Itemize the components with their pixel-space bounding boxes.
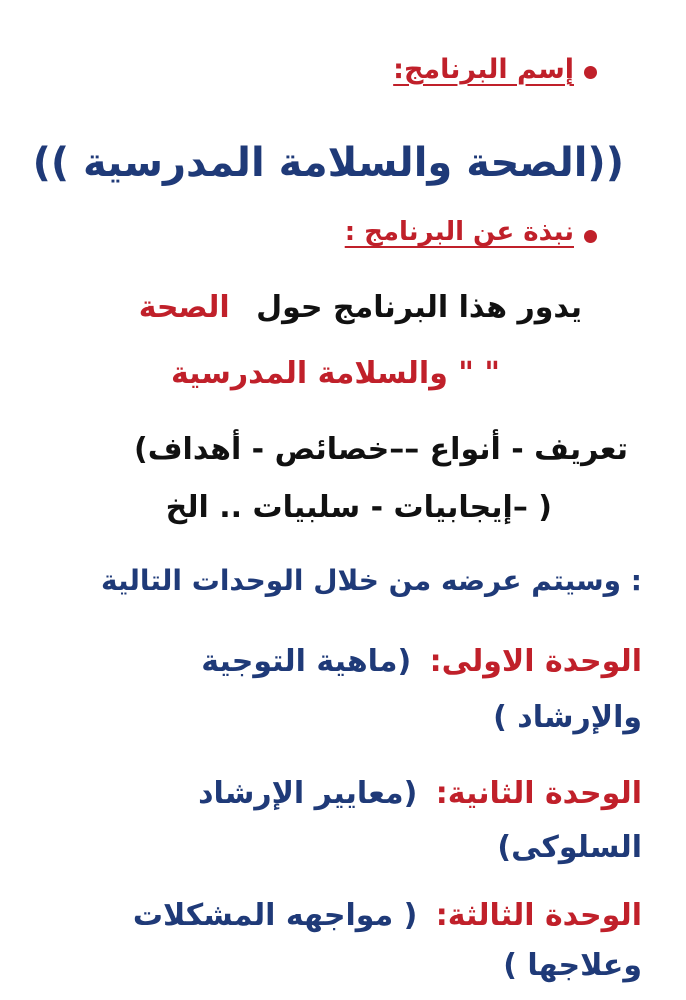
program-title: ((الصحة والسلامة المدرسية )) bbox=[32, 140, 624, 186]
intro-line-1 bbox=[139, 290, 582, 325]
bullet-icon bbox=[584, 230, 597, 243]
bullet-icon bbox=[584, 66, 597, 79]
unit-3-line-1 bbox=[133, 898, 642, 933]
unit-1-title: (ماهية التوجية bbox=[201, 644, 412, 679]
program-name-heading: إسم البرنامج: bbox=[393, 54, 574, 85]
topics-line-2: ( –إيجابيات - سلبيات .. الخ bbox=[165, 490, 552, 525]
intro-text: يدور هذا البرنامج حول bbox=[256, 290, 582, 325]
unit-2-label: الوحدة الثانية: bbox=[435, 776, 642, 811]
intro-highlight-health: الصحة bbox=[138, 290, 230, 325]
about-heading: نبذة عن البرنامج : bbox=[344, 217, 574, 247]
unit-1-line-2: والإرشاد ) bbox=[493, 700, 642, 735]
unit-3-line-2: وعلاجها ) bbox=[503, 948, 642, 983]
unit-3-label: الوحدة الثالثة: bbox=[435, 898, 642, 933]
units-intro: : وسيتم عرضه من خلال الوحدات التالية bbox=[100, 564, 642, 597]
unit-3-title: ( مواجهه المشكلات bbox=[132, 898, 418, 933]
unit-1-line-1 bbox=[201, 644, 642, 679]
unit-2-line-2: السلوكى) bbox=[497, 830, 642, 865]
unit-1-label: الوحدة الاولى: bbox=[429, 644, 642, 679]
unit-2-line-1 bbox=[198, 776, 642, 811]
topics-line-1: تعريف - أنواع ––خصائص - أهداف) bbox=[133, 432, 628, 467]
intro-highlight-safety: " " والسلامة المدرسية bbox=[170, 356, 500, 391]
unit-2-title: (معايير الإرشاد bbox=[198, 776, 418, 811]
